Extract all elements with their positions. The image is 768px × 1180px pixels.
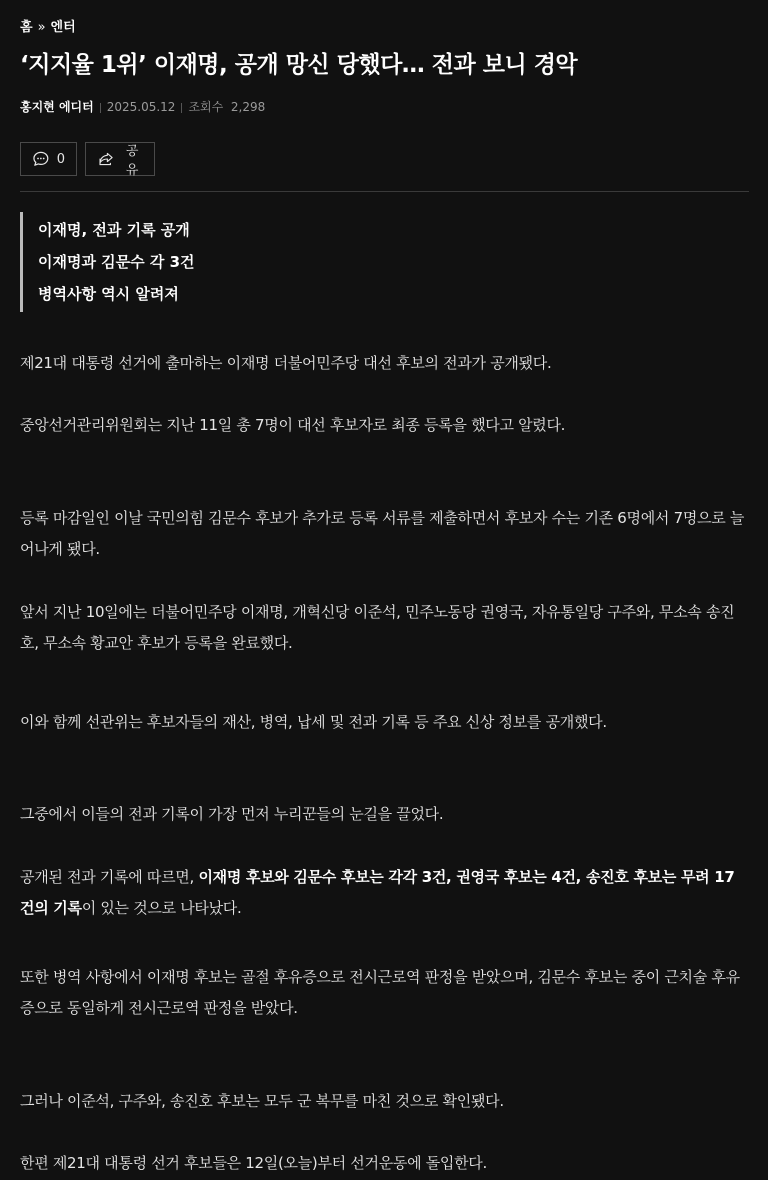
subheading: 병역사항 역시 알려져 [38, 285, 179, 303]
share-button[interactable] [85, 142, 155, 176]
body-paragraph: 제21대 대통령 선거에 출마하는 이재명 더불어민주당 대선 후보의 전과가 공개됐다. [20, 354, 552, 372]
share-label: 공유 [125, 144, 139, 178]
breadcrumb-section-link[interactable]: 엔터 [50, 20, 76, 35]
body-paragraph [20, 862, 748, 924]
header-divider [20, 191, 749, 192]
views-count: 2,298 [230, 100, 266, 114]
body-paragraph: 앞서 지난 10일에는 더불어민주당 이재명, 개혁신당 이준석, 민주노동당 권영국, 자유통일당 구주와, 무소속 송진호, 무소속 황교안 후보가 등록을 완료했다. [20, 603, 735, 652]
article-meta [20, 98, 265, 115]
author-name[interactable]: 홍지현 에디터 [20, 100, 94, 114]
body-paragraph: 이와 함께 선관위는 후보자들의 재산, 병역, 납세 및 전과 기록 등 주요 신상 정보를 공개했다. [20, 713, 607, 731]
views-label: 조회수 [188, 100, 224, 114]
comment-count: 0 [56, 151, 65, 167]
subheading: 이재명, 전과 기록 공개 [38, 221, 190, 239]
comment-button[interactable] [20, 142, 77, 176]
comment-bubble-icon [32, 149, 50, 169]
meta-divider [181, 103, 182, 113]
breadcrumb-separator: » [37, 20, 46, 35]
meta-divider [100, 103, 101, 113]
breadcrumb-home-link[interactable]: 홈 [20, 20, 33, 35]
body-paragraph: 또한 병역 사항에서 이재명 후보는 골절 후유증으로 전시근로역 판정을 받았으며, 김문수 후보는 중이 근치술 후유증으로 동일하게 전시근로역 판정을 받았다. [20, 968, 740, 1017]
body-paragraph: 중앙선거관리위원회는 지난 11일 총 7명이 대선 후보자로 최종 등록을 했다고 알렸다. [20, 416, 566, 434]
article-actions [20, 142, 155, 176]
body-paragraph: 한편 제21대 대통령 선거 후보들은 12일(오늘)부터 선거운동에 돌입한다. [20, 1154, 487, 1172]
paragraph-text: 이 있는 것으로 나타났다. [81, 899, 242, 917]
body-paragraph: 등록 마감일인 이날 국민의힘 김문수 후보가 추가로 등록 서류를 제출하면서 후보자 수는 기존 6명에서 7명으로 늘어나게 됐다. [20, 509, 745, 558]
subheading: 이재명과 김문수 각 3건 [38, 253, 195, 271]
body-paragraph: 그러나 이준석, 구주와, 송진호 후보는 모두 군 복무를 마친 것으로 확인됐다. [20, 1092, 504, 1110]
body-paragraph: 그중에서 이들의 전과 기록이 가장 먼저 누리꾼들의 눈길을 끌었다. [20, 805, 444, 823]
article-title: ‘지지율 1위’ 이재명, 공개 망신 당했다… 전과 보니 경악 [20, 52, 578, 78]
publish-date: 2025.05.12 [106, 100, 176, 114]
article-subheadings [20, 212, 195, 312]
share-icon [97, 149, 114, 169]
breadcrumb [20, 16, 76, 35]
highlighted-text: 이재명 후보와 김문수 후보는 각각 3건, 권영국 후보는 4건, 송진호 후보는 무려 17건의 기록 [20, 868, 735, 917]
paragraph-text: 공개된 전과 기록에 따르면, [20, 868, 199, 886]
